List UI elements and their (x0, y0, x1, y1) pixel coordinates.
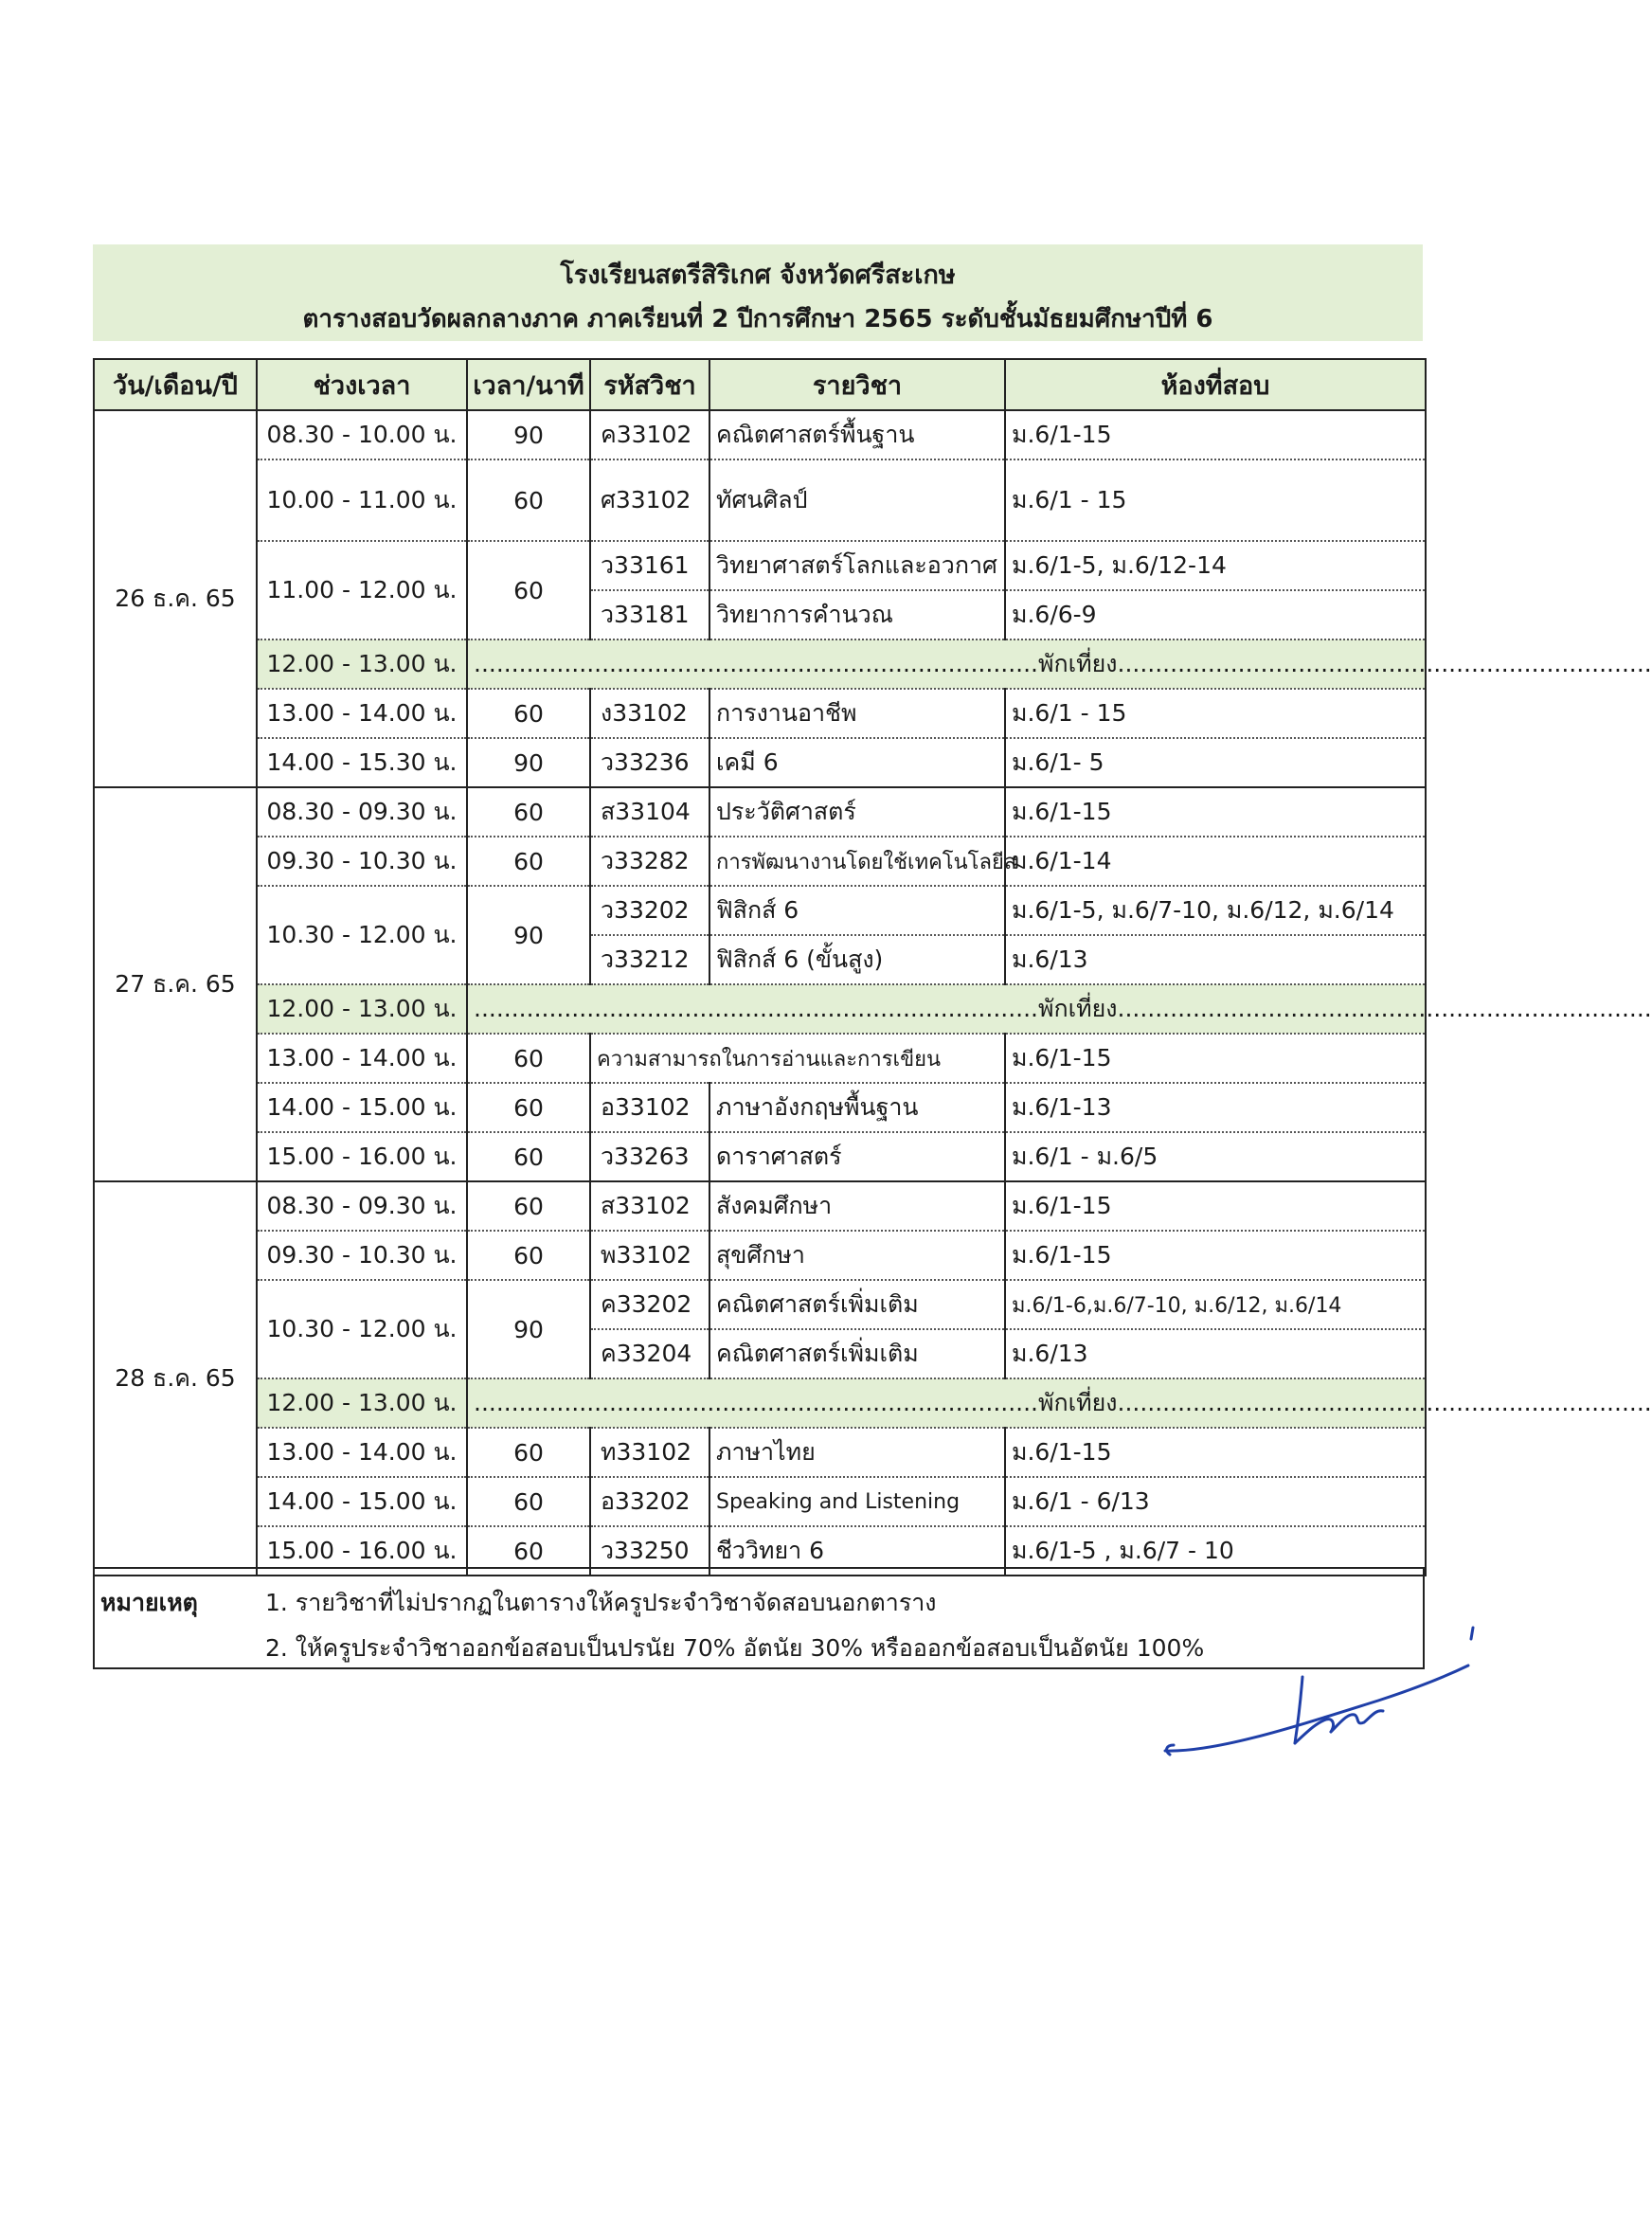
subject-code: ว33263 (590, 1132, 709, 1181)
subject-name: การงานอาชีพ (709, 689, 1005, 738)
duration: 90 (467, 886, 590, 984)
notes-label: หมายเหตุ (100, 1589, 198, 1616)
subject-name: คณิตศาสตร์เพิ่มเติม (709, 1329, 1005, 1378)
subject-name: ทัศนศิลป์ (709, 459, 1005, 541)
lunch-break-row (94, 639, 1426, 689)
duration: 60 (467, 1477, 590, 1526)
duration: 90 (467, 410, 590, 459)
duration: 60 (467, 541, 590, 639)
table-row (94, 1181, 1426, 1231)
exam-room: ม.6/6-9 (1005, 590, 1426, 639)
note-item: 1. รายวิชาที่ไม่ปรากฏในตารางให้ครูประจำวิชาจัดสอบนอกตาราง (265, 1589, 937, 1616)
subject-name: การพัฒนางานโดยใช้เทคโนโลยีส (709, 837, 1005, 886)
subject-name: ประวัติศาสตร์ (709, 787, 1005, 837)
subject-code: อ33102 (590, 1083, 709, 1132)
table-row (94, 787, 1426, 837)
duration: 60 (467, 1428, 590, 1477)
time-slot: 08.30 - 10.00 น. (257, 410, 467, 459)
subject-code: ง33102 (590, 689, 709, 738)
subject-code: พ33102 (590, 1231, 709, 1280)
document-header (93, 244, 1423, 341)
note-item: 2. ให้ครูประจำวิชาออกข้อสอบเป็นปรนัย 70% อัตนัย 30% หรือออกข้อสอบเป็นอัตนัย 100% (265, 1634, 1205, 1662)
exam-room: ม.6/1-15 (1005, 410, 1426, 459)
exam-room: ม.6/1 - 15 (1005, 459, 1426, 541)
subject-code: อ33202 (590, 1477, 709, 1526)
exam-room: ม.6/1 - 15 (1005, 689, 1426, 738)
table-row (94, 1477, 1426, 1526)
handwritten-signature (1160, 1611, 1482, 1772)
duration: 60 (467, 837, 590, 886)
table-row (94, 1280, 1426, 1329)
time-slot: 09.30 - 10.30 น. (257, 1231, 467, 1280)
time-slot: 15.00 - 16.00 น. (257, 1132, 467, 1181)
school-title: โรงเรียนสตรีสิริเกศ จังหวัดศรีสะเกษ (560, 261, 956, 290)
table-row (94, 1231, 1426, 1280)
time-slot: 08.30 - 09.30 น. (257, 1181, 467, 1231)
table-header-row (94, 359, 1426, 410)
subject-name: วิทยาการคำนวณ (709, 590, 1005, 639)
duration: 60 (467, 1526, 590, 1576)
exam-room: ม.6/1 - ม.6/5 (1005, 1132, 1426, 1181)
exam-room: ม.6/1-15 (1005, 1231, 1426, 1280)
table-row (94, 410, 1426, 459)
table-row (94, 837, 1426, 886)
table-row (94, 459, 1426, 541)
time-slot: 10.30 - 12.00 น. (257, 1280, 467, 1378)
time-slot: 11.00 - 12.00 น. (257, 541, 467, 639)
exam-subtitle: ตารางสอบวัดผลกลางภาค ภาคเรียนที่ 2 ปีการศึกษา 2565 ระดับชั้นมัธยมศึกษาปีที่ 6 (302, 305, 1213, 333)
exam-date: 27 ธ.ค. 65 (94, 787, 257, 1181)
subject-code: ค33204 (590, 1329, 709, 1378)
duration: 60 (467, 1034, 590, 1083)
exam-room: ม.6/1-14 (1005, 837, 1426, 886)
table-row (94, 1428, 1426, 1477)
time-slot: 15.00 - 16.00 น. (257, 1526, 467, 1576)
col-header-time: ช่วงเวลา (257, 359, 467, 410)
subject-code: ว33202 (590, 886, 709, 935)
subject-name: เคมี 6 (709, 738, 1005, 787)
exam-room: ม.6/1- 5 (1005, 738, 1426, 787)
exam-schedule-table (93, 358, 1652, 1576)
subject-name: ดาราศาสตร์ (709, 1132, 1005, 1181)
time-slot: 13.00 - 14.00 น. (257, 1428, 467, 1477)
subject-code: ท33102 (590, 1428, 709, 1477)
col-header-room: ห้องที่สอบ (1005, 359, 1426, 410)
time-slot: 12.00 - 13.00 น. (257, 639, 467, 689)
exam-room: ม.6/13 (1005, 935, 1426, 984)
duration: 60 (467, 1231, 590, 1280)
exam-date: 28 ธ.ค. 65 (94, 1181, 257, 1576)
exam-room: ม.6/1-13 (1005, 1083, 1426, 1132)
time-slot: 10.30 - 12.00 น. (257, 886, 467, 984)
subject-code: ว33236 (590, 738, 709, 787)
table-row (94, 738, 1426, 787)
duration: 60 (467, 787, 590, 837)
subject-code: ว33250 (590, 1526, 709, 1576)
subject-name: ความสามารถในการอ่านและการเขียน (590, 1034, 1005, 1083)
table-row (94, 1083, 1426, 1132)
time-slot: 10.00 - 11.00 น. (257, 459, 467, 541)
subject-name: ชีววิทยา 6 (709, 1526, 1005, 1576)
time-slot: 09.30 - 10.30 น. (257, 837, 467, 886)
col-header-date: วัน/เดือน/ปี (94, 359, 257, 410)
subject-code: ค33102 (590, 410, 709, 459)
subject-name: ภาษาอังกฤษพื้นฐาน (709, 1083, 1005, 1132)
col-header-minutes: เวลา/นาที (467, 359, 590, 410)
subject-code: ส33104 (590, 787, 709, 837)
time-slot: 13.00 - 14.00 น. (257, 1034, 467, 1083)
time-slot: 08.30 - 09.30 น. (257, 787, 467, 837)
subject-name: สังคมศึกษา (709, 1181, 1005, 1231)
duration: 60 (467, 1132, 590, 1181)
exam-room: ม.6/1-5, ม.6/7-10, ม.6/12, ม.6/14 (1005, 886, 1426, 935)
time-slot: 14.00 - 15.00 น. (257, 1083, 467, 1132)
col-header-subject: รายวิชา (709, 359, 1005, 410)
table-row (94, 886, 1426, 935)
subject-code: ว33212 (590, 935, 709, 984)
subject-code: ส33102 (590, 1181, 709, 1231)
exam-date: 26 ธ.ค. 65 (94, 410, 257, 787)
time-slot: 13.00 - 14.00 น. (257, 689, 467, 738)
lunch-break-row (94, 984, 1426, 1034)
subject-code: ว33181 (590, 590, 709, 639)
time-slot: 14.00 - 15.30 น. (257, 738, 467, 787)
time-slot: 12.00 - 13.00 น. (257, 984, 467, 1034)
time-slot: 12.00 - 13.00 น. (257, 1378, 467, 1428)
lunch-break-label: ...........................................................................พักเที่ยง....................................................................... (467, 984, 1426, 1034)
subject-name: ฟิสิกส์ 6 (ขั้นสูง) (709, 935, 1005, 984)
lunch-break-label: ...........................................................................พักเที่ยง....................................................................... (467, 1378, 1426, 1428)
exam-room: ม.6/1-5 , ม.6/7 - 10 (1005, 1526, 1426, 1576)
col-header-code: รหัสวิชา (590, 359, 709, 410)
time-slot: 14.00 - 15.00 น. (257, 1477, 467, 1526)
table-row (94, 1132, 1426, 1181)
duration: 90 (467, 738, 590, 787)
subject-code: ศ33102 (590, 459, 709, 541)
exam-room: ม.6/1 - 6/13 (1005, 1477, 1426, 1526)
subject-name: Speaking and Listening (709, 1477, 1005, 1526)
subject-name: สุขศึกษา (709, 1231, 1005, 1280)
exam-room: ม.6/1-15 (1005, 1181, 1426, 1231)
exam-room: ม.6/1-15 (1005, 787, 1426, 837)
subject-name: ภาษาไทย (709, 1428, 1005, 1477)
duration: 60 (467, 459, 590, 541)
exam-room: ม.6/1-15 (1005, 1428, 1426, 1477)
subject-code: ว33282 (590, 837, 709, 886)
table-row (94, 689, 1426, 738)
lunch-break-label: ...........................................................................พักเที่ยง....................................................................... (467, 639, 1426, 689)
duration: 60 (467, 1083, 590, 1132)
table-row (94, 1034, 1426, 1083)
duration: 90 (467, 1280, 590, 1378)
subject-name: คณิตศาสตร์เพิ่มเติม (709, 1280, 1005, 1329)
duration: 60 (467, 689, 590, 738)
subject-name: ฟิสิกส์ 6 (709, 886, 1005, 935)
subject-code: ว33161 (590, 541, 709, 590)
subject-name: คณิตศาสตร์พื้นฐาน (709, 410, 1005, 459)
lunch-break-row (94, 1378, 1426, 1428)
exam-room: ม.6/13 (1005, 1329, 1426, 1378)
exam-room: ม.6/1-15 (1005, 1034, 1426, 1083)
duration: 60 (467, 1181, 590, 1231)
subject-code: ค33202 (590, 1280, 709, 1329)
exam-room: ม.6/1-5, ม.6/12-14 (1005, 541, 1426, 590)
subject-name: วิทยาศาสตร์โลกและอวกาศ (709, 541, 1005, 590)
exam-room: ม.6/1-6,ม.6/7-10, ม.6/12, ม.6/14 (1005, 1280, 1426, 1329)
table-row (94, 541, 1426, 590)
